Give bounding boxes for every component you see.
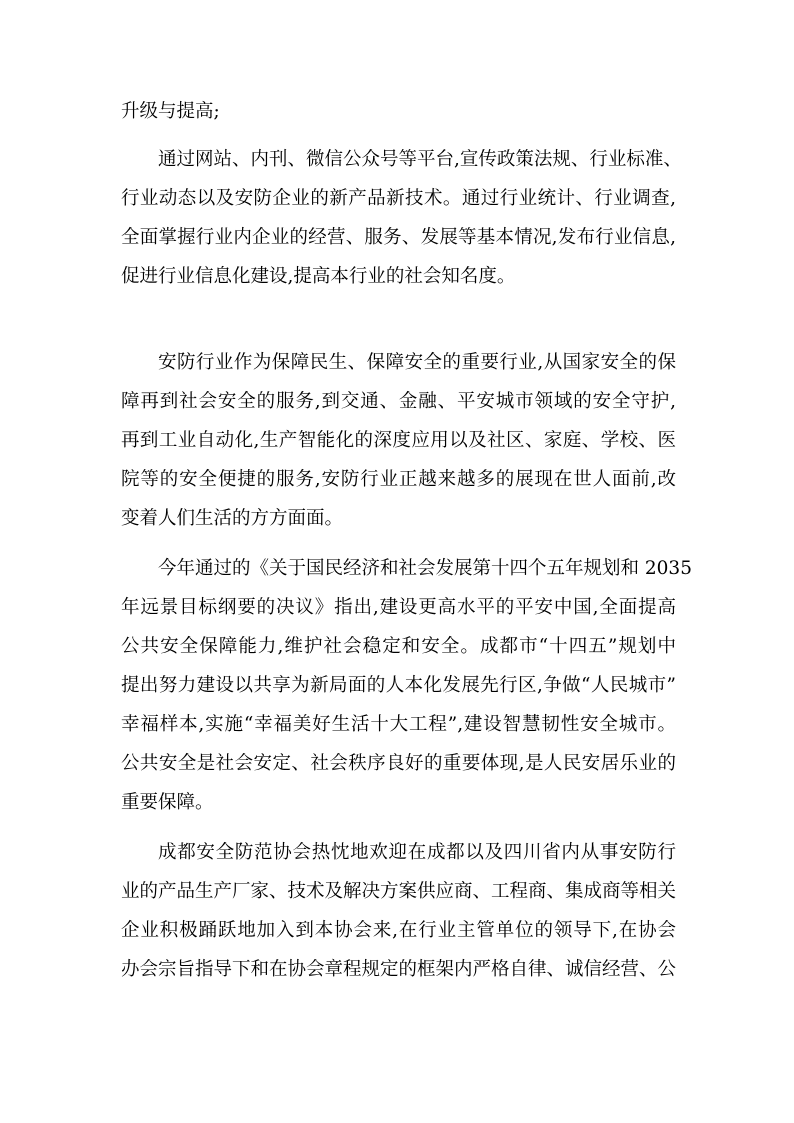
text-line: 重要保障。	[121, 792, 214, 813]
text-line: 全面掌握行业内企业的经营、服务、发展等基本情况,发布行业信息,	[121, 227, 676, 248]
text-line: 院等的安全便捷的服务,安防行业正越来越多的展现在世人面前,改	[121, 469, 676, 490]
text-line: 升级与提高;	[121, 101, 220, 122]
text-line: 幸福样本,实施“幸福美好生活十大工程”,建设智慧韧性安全城市。	[121, 714, 676, 735]
paragraph-start-line: 安防行业作为保障民生、保障安全的重要行业,从国家安全的保	[158, 352, 676, 373]
text-line: 再到工业自动化,生产智能化的深度应用以及社区、家庭、学校、医	[121, 430, 676, 451]
text-line: 业的产品生产厂家、技术及解决方案供应商、工程商、集成商等相关	[121, 881, 677, 902]
text-line: 变着人们生活的方方面面。	[121, 508, 344, 529]
paragraph-start-line: 成都安全防范协会热忱地欢迎在成都以及四川省内从事安防行	[158, 842, 676, 863]
paragraph-start-line: 通过网站、内刊、微信公众号等平台,宣传政策法规、行业标准、	[158, 149, 682, 170]
text-line: 办会宗旨指导下和在协会章程规定的框架内严格自律、诚信经营、公	[121, 959, 677, 980]
text-line: 提出努力建设以共享为新局面的人本化发展先行区,争做“人民城市”	[121, 675, 676, 696]
text-line: 促进行业信息化建设,提高本行业的社会知名度。	[121, 266, 516, 287]
text-line: 障再到社会安全的服务,到交通、金融、平安城市领域的安全守护,	[121, 391, 676, 412]
text-line: 年远景目标纲要的决议》指出,建设更高水平的平安中国,全面提高	[121, 597, 676, 618]
text-line: 企业积极踊跃地加入到本协会来,在行业主管单位的领导下,在协会	[121, 920, 676, 941]
text-line: 公共安全是社会安定、社会秩序良好的重要体现,是人民安居乐业的	[121, 753, 676, 774]
text-line: 行业动态以及安防企业的新产品新技术。通过行业统计、行业调查,	[121, 188, 676, 209]
text-line: 公共安全保障能力,维护社会稳定和安全。成都市“十四五”规划中	[121, 636, 676, 657]
paragraph-start-line: 今年通过的《关于国民经济和社会发展第十四个五年规划和 2035	[158, 558, 692, 579]
